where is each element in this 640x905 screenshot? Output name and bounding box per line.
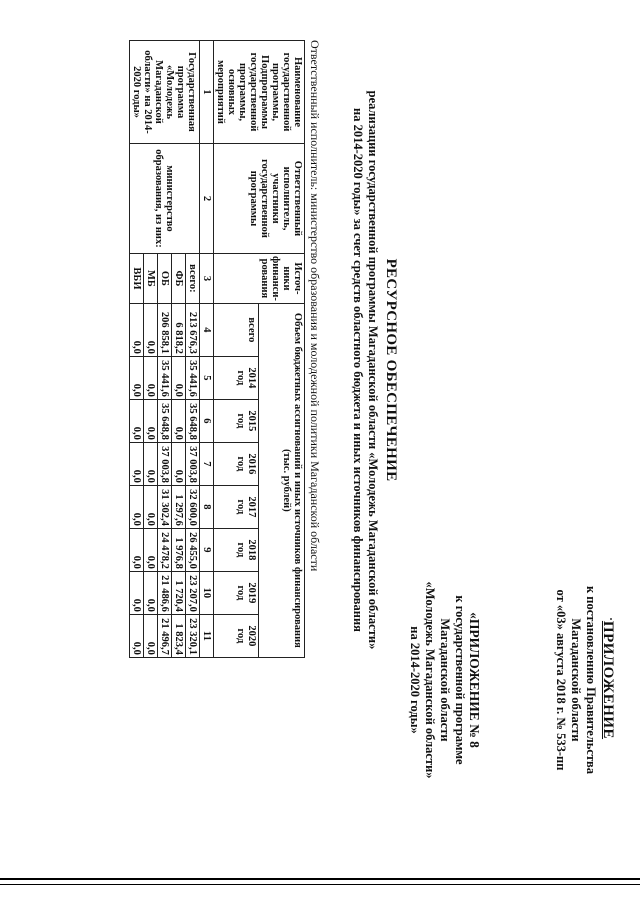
column-number: 5	[200, 356, 214, 399]
column-number: 9	[200, 528, 214, 571]
value-cell: 0,0	[144, 528, 158, 571]
appendix-line: к постановлению Правительства	[584, 585, 598, 775]
header-total: всего	[214, 303, 260, 356]
column-number: 3	[200, 254, 214, 304]
appendix-line: Магаданской области	[569, 618, 583, 742]
value-cell: 0,0	[130, 399, 144, 442]
value-cell: 32 600,0	[186, 485, 200, 528]
value-cell: 0,0	[144, 303, 158, 356]
value-cell: 0,0	[130, 614, 144, 657]
value-cell: 0,0	[144, 442, 158, 485]
column-number: 4	[200, 303, 214, 356]
value-cell: 0,0	[130, 303, 144, 356]
bottom-scan-line	[0, 878, 640, 880]
responsible-executor: Ответственный исполнитель: министерство образования и молодежной политики Магаданской области	[308, 40, 322, 572]
value-cell: 0,0	[144, 356, 158, 399]
program-executor-cell: министерство образования, из них:	[130, 144, 200, 254]
value-cell: 35 648,8	[186, 399, 200, 442]
header-year: 2017 год	[214, 485, 260, 528]
value-cell: 0,0	[144, 571, 158, 614]
value-cell: 31 302,4	[158, 485, 172, 528]
header-year: 2020 год	[214, 614, 260, 657]
source-cell: всего:	[186, 254, 200, 304]
value-cell: 0,0	[130, 356, 144, 399]
value-cell: 0,0	[130, 528, 144, 571]
source-cell: ОБ	[158, 254, 172, 304]
value-cell: 0,0	[130, 571, 144, 614]
bottom-scan-line	[0, 884, 640, 885]
value-cell: 24 478,2	[158, 528, 172, 571]
appendix8-line: на 2014-2020 годы»	[408, 626, 422, 734]
column-number: 2	[200, 144, 214, 254]
header-year: 2016 год	[214, 442, 260, 485]
value-cell: 0,0	[130, 442, 144, 485]
resource-table	[129, 40, 305, 658]
header-executor: Ответственный исполнитель, участники государственной программы	[214, 144, 305, 254]
value-cell: 21 486,6	[158, 571, 172, 614]
appendix8-line: Магаданской области	[438, 618, 452, 742]
value-cell: 0,0	[144, 485, 158, 528]
value-cell: 1 976,8	[172, 528, 186, 571]
value-cell: 0,0	[130, 485, 144, 528]
column-number: 11	[200, 614, 214, 657]
column-number: 6	[200, 399, 214, 442]
document-subtitle: на 2014-2020 годы» за счет средств областного бюджета и иных источников финансирования	[351, 108, 365, 632]
value-cell: 1 297,6	[172, 485, 186, 528]
value-cell: 37 003,8	[158, 442, 172, 485]
value-cell: 35 648,8	[158, 399, 172, 442]
header-year: 2015 год	[214, 399, 260, 442]
appendix-title: ПРИЛОЖЕНИЕ	[600, 620, 616, 740]
appendix8-title: «ПРИЛОЖЕНИЕ № 8	[467, 612, 482, 748]
scan-speck	[610, 618, 612, 620]
table-row	[186, 41, 200, 658]
column-number-row	[200, 41, 214, 658]
column-number: 8	[200, 485, 214, 528]
appendix8-line: к государственной программе	[453, 595, 467, 765]
value-cell: 26 455,0	[186, 528, 200, 571]
column-number: 7	[200, 442, 214, 485]
value-cell: 0,0	[172, 442, 186, 485]
value-cell: 0,0	[144, 614, 158, 657]
value-cell: 35 441,6	[186, 356, 200, 399]
appendix8-block	[407, 535, 482, 825]
document-title-block	[350, 40, 402, 700]
value-cell: 6 818,2	[172, 303, 186, 356]
source-cell: МБ	[144, 254, 158, 304]
value-cell: 0,0	[172, 356, 186, 399]
header-volume: Объем бюджетных ассигнований и иных источников финансирования (тыс. рублей)	[259, 303, 305, 657]
column-number: 1	[200, 41, 214, 144]
value-cell: 23 207,0	[186, 571, 200, 614]
value-cell: 1 823,4	[172, 614, 186, 657]
value-cell: 37 003,8	[186, 442, 200, 485]
column-number: 10	[200, 571, 214, 614]
value-cell: 1 720,4	[172, 571, 186, 614]
header-name: Наименование государственной программы, Подпрограммы государственной программы, основных мероприятий	[214, 41, 305, 144]
appendix8-line: «Молодежь Магаданской области»	[423, 581, 437, 779]
value-cell: 0,0	[144, 399, 158, 442]
source-cell: ФБ	[172, 254, 186, 304]
document-subtitle: реализации государственной программы Магаданской области «Молодежь Магаданской области»	[366, 90, 380, 650]
value-cell: 35 441,6	[158, 356, 172, 399]
value-cell: 23 320,1	[186, 614, 200, 657]
header-year: 2018 год	[214, 528, 260, 571]
program-name-cell: Государственная программа «Молодежь Магаданской области» на 2014-2020 годы»	[130, 41, 200, 144]
source-cell: ВБИ	[130, 254, 144, 304]
value-cell: 206 858,1	[158, 303, 172, 356]
appendix-block	[553, 530, 618, 830]
document-heading: РЕСУРСНОЕ ОБЕСПЕЧЕНИЕ	[383, 258, 399, 482]
appendix-line: от «03» августа 2018 г. № 533-пп	[554, 589, 568, 771]
value-cell: 21 496,7	[158, 614, 172, 657]
value-cell: 0,0	[172, 399, 186, 442]
header-source: Источ-ники финанси-рования	[214, 254, 305, 304]
header-year: 2019 год	[214, 571, 260, 614]
header-year: 2014 год	[214, 356, 260, 399]
value-cell: 213 676,3	[186, 303, 200, 356]
